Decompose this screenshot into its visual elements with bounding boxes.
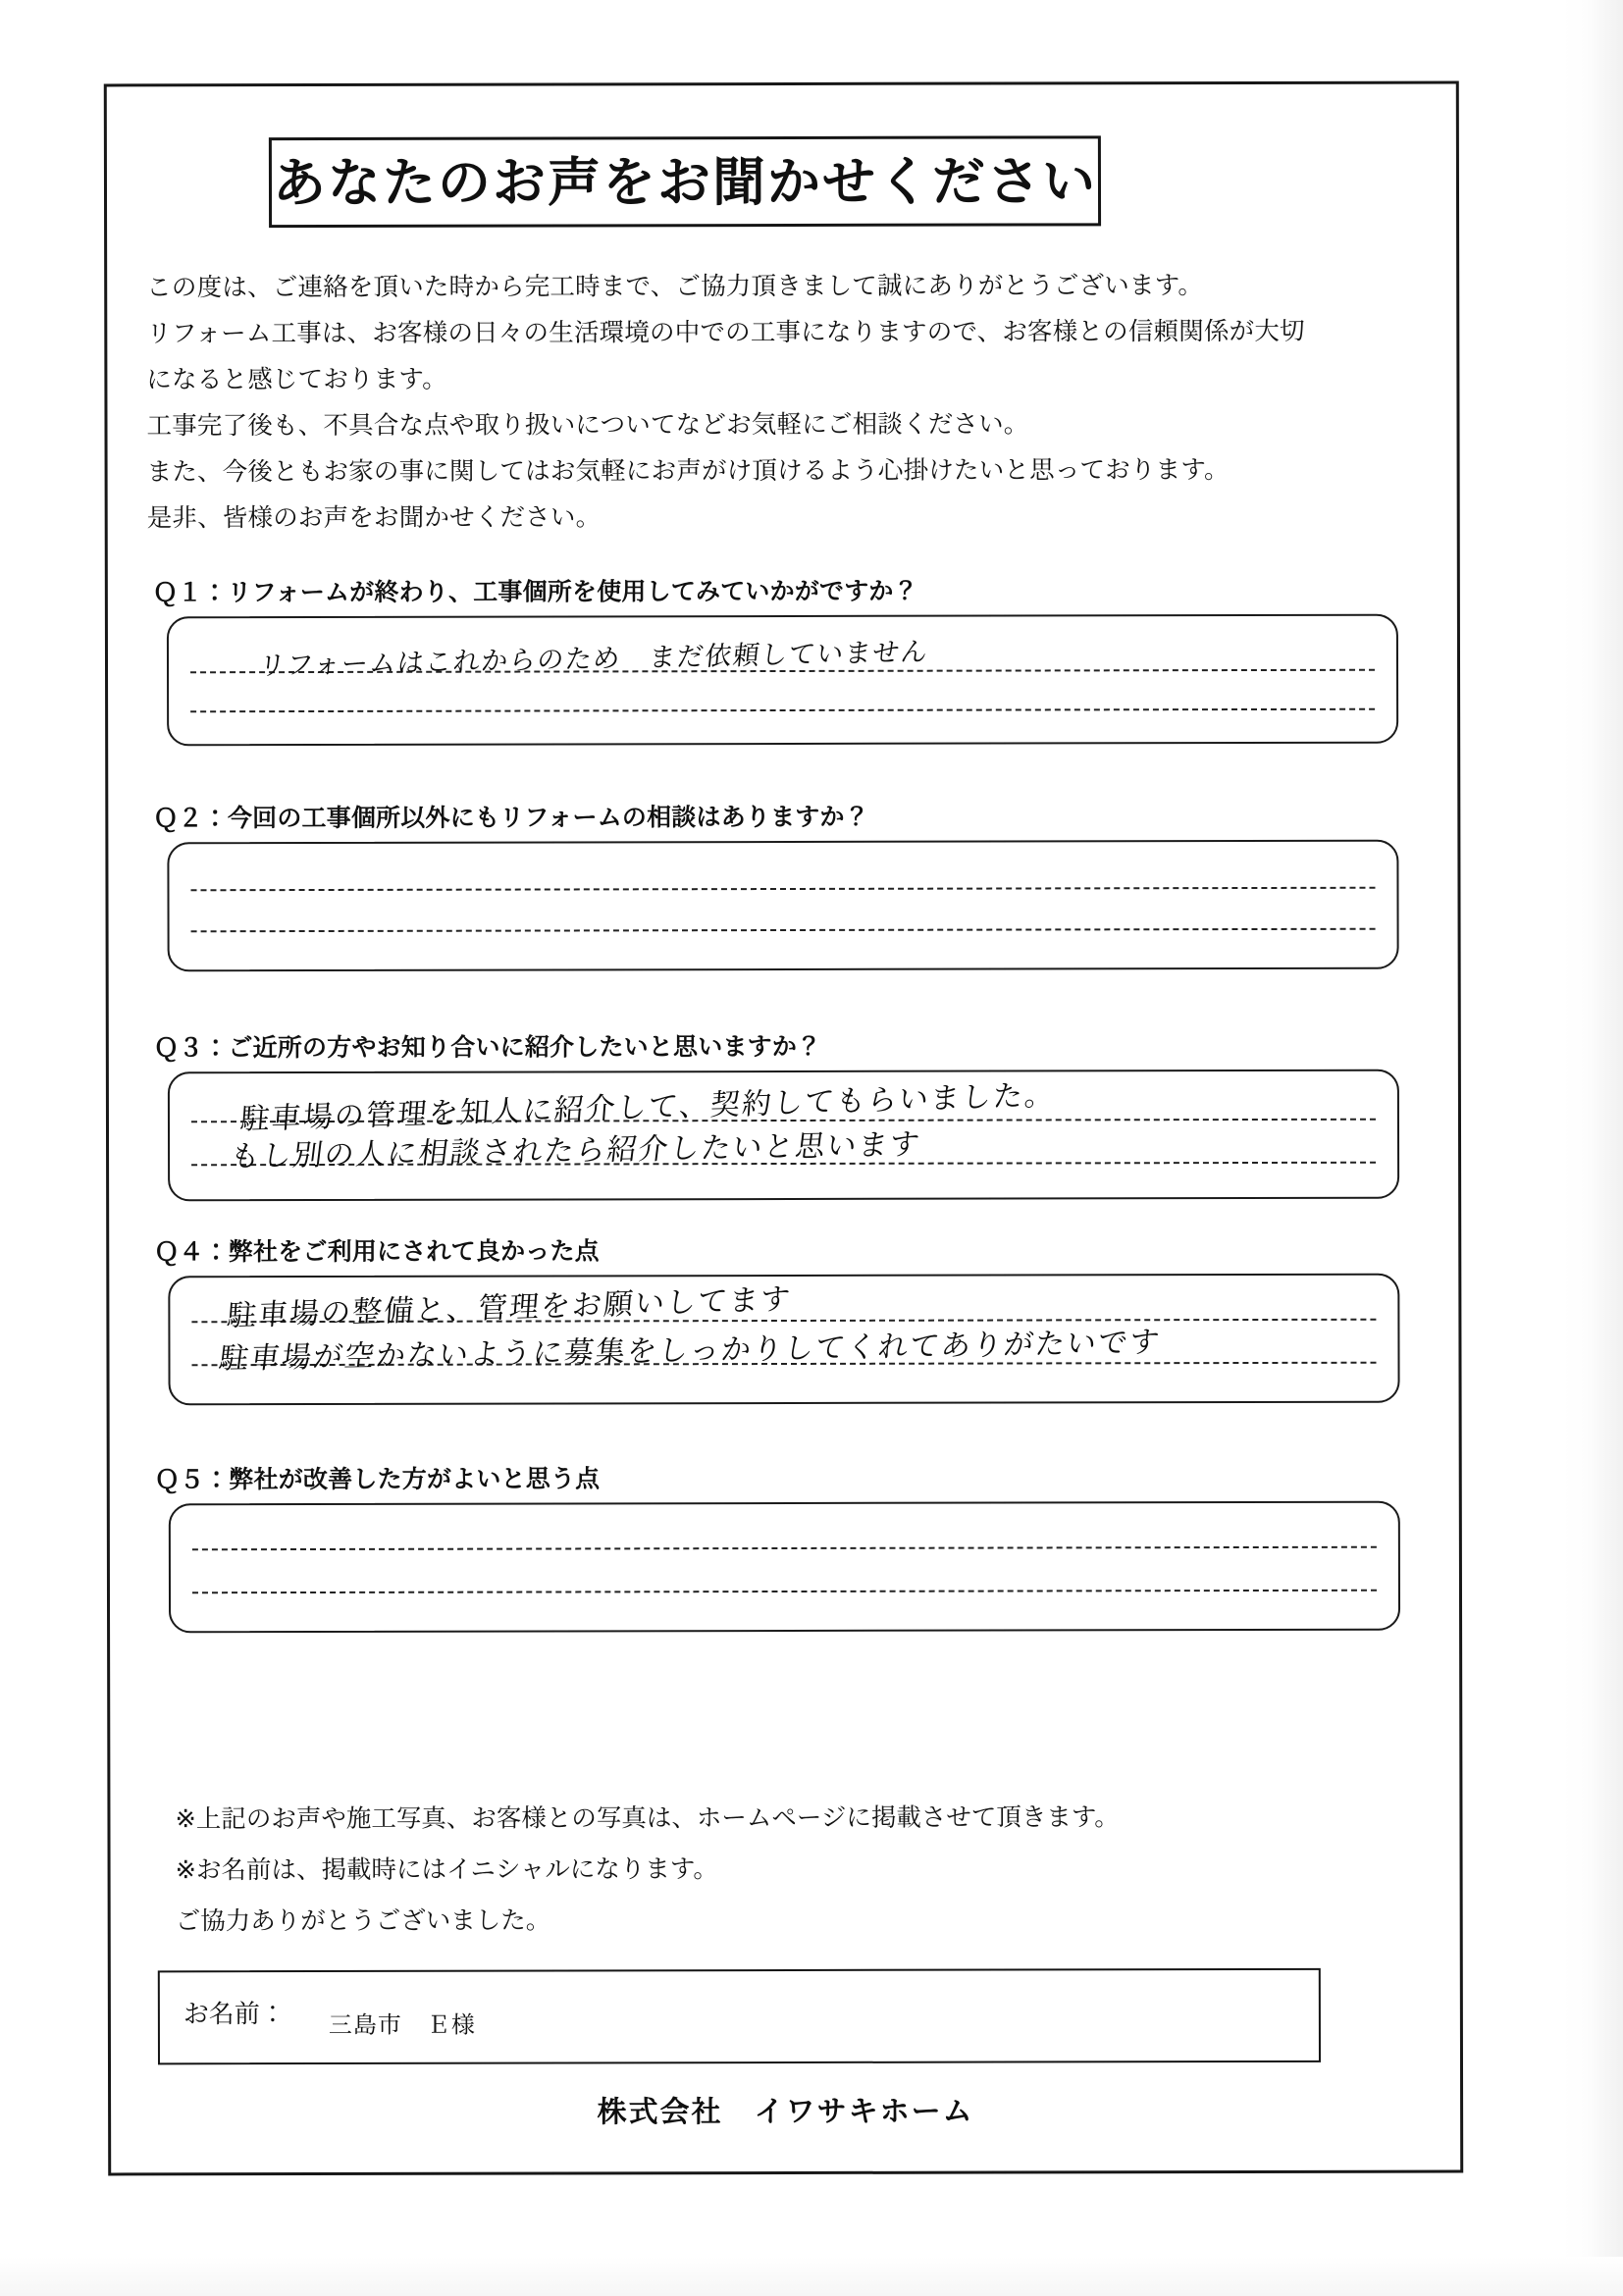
- question-block-2: [147, 797, 1423, 972]
- scan-shadow-bottom: [0, 2257, 1623, 2296]
- company-name: 株式会社 イワサキホーム: [597, 2094, 974, 2130]
- intro-line: 是非、皆様のお声をお聞かせください。: [146, 502, 602, 534]
- footer-note: ※お名前は、掲載時にはイニシャルになります。: [175, 1854, 718, 1886]
- customer-name-value: 三島市 Ｅ様: [328, 2010, 476, 2039]
- question-block-4: [148, 1230, 1424, 1406]
- footer-note: ※上記のお声や施工写真、お客様との写真は、ホームページに掲載させて頂きます。: [175, 1802, 1120, 1835]
- question-label-3: Ｑ３：ご近所の方やお知り合いに紹介したいと思いますか？: [153, 1031, 822, 1063]
- handwritten-answer-4-line-1: 駐車場の整備と、管理をお願いしてます: [225, 1281, 794, 1334]
- handwritten-answer-1-line-1: リフォームはこれからのため まだ依頼していません: [257, 637, 930, 682]
- scan-shadow-right: [1562, 0, 1623, 2296]
- question-label-4: Ｑ４：弊社をご利用にされて良かった点: [154, 1236, 600, 1267]
- form-outer-border: [104, 81, 1463, 2176]
- answer-box-1[interactable]: [167, 614, 1398, 747]
- question-label-5: Ｑ５：弊社が改善した方がよいと思う点: [154, 1464, 601, 1494]
- handwritten-answer-3-line-2: もし別の人に相談されたら紹介したいと思います: [228, 1127, 923, 1174]
- question-label-1: Ｑ１：リフォームが終わり、工事個所を使用してみていかがですか？: [152, 576, 918, 607]
- intro-paragraph: [146, 263, 1423, 543]
- intro-line: になると感じております。: [146, 364, 447, 395]
- question-label-2: Ｑ２：今回の工事個所以外にもリフォームの相談はありますか？: [153, 802, 869, 833]
- intro-line: 工事完了後も、不具合な点や取り扱いについてなどお気軽にご相談ください。: [146, 409, 1029, 442]
- handwritten-answer-3-line-1: 駐車場の管理を知人に紹介して、契約してもらいました。: [238, 1077, 1058, 1137]
- answer-box-4[interactable]: [168, 1274, 1399, 1406]
- question-block-3: [148, 1026, 1424, 1202]
- answer-box-2[interactable]: [167, 840, 1398, 972]
- question-block-5: [149, 1458, 1425, 1634]
- customer-name-label: お名前：: [183, 2000, 286, 2030]
- intro-line: この度は、ご連絡を頂いた時から完工時まで、ご協力頂きまして誠にありがとうございます。: [146, 271, 1204, 303]
- footer-note: ご協力ありがとうございました。: [175, 1905, 551, 1937]
- handwritten-answer-4-line-2: 駐車場が空かないように募集をしっかりしてくれてありがたいです: [216, 1325, 1164, 1377]
- intro-line: リフォーム工事は、お客様の日々の生活環境の中での工事になりますので、お客様との信頼関係が大切: [146, 316, 1305, 349]
- page-title-box: [269, 135, 1101, 228]
- footer-notes: [175, 1792, 1411, 1948]
- answer-box-5[interactable]: [169, 1501, 1400, 1634]
- page-title: あなたのお声をお聞かせください: [272, 149, 1098, 215]
- answer-box-3[interactable]: [168, 1070, 1399, 1202]
- question-block-1: [147, 571, 1423, 747]
- intro-line: また、今後ともお家の事に関してはお気軽にお声がけ頂けるよう心掛けたいと思っております。: [146, 455, 1230, 488]
- customer-name-field[interactable]: [158, 1968, 1321, 2064]
